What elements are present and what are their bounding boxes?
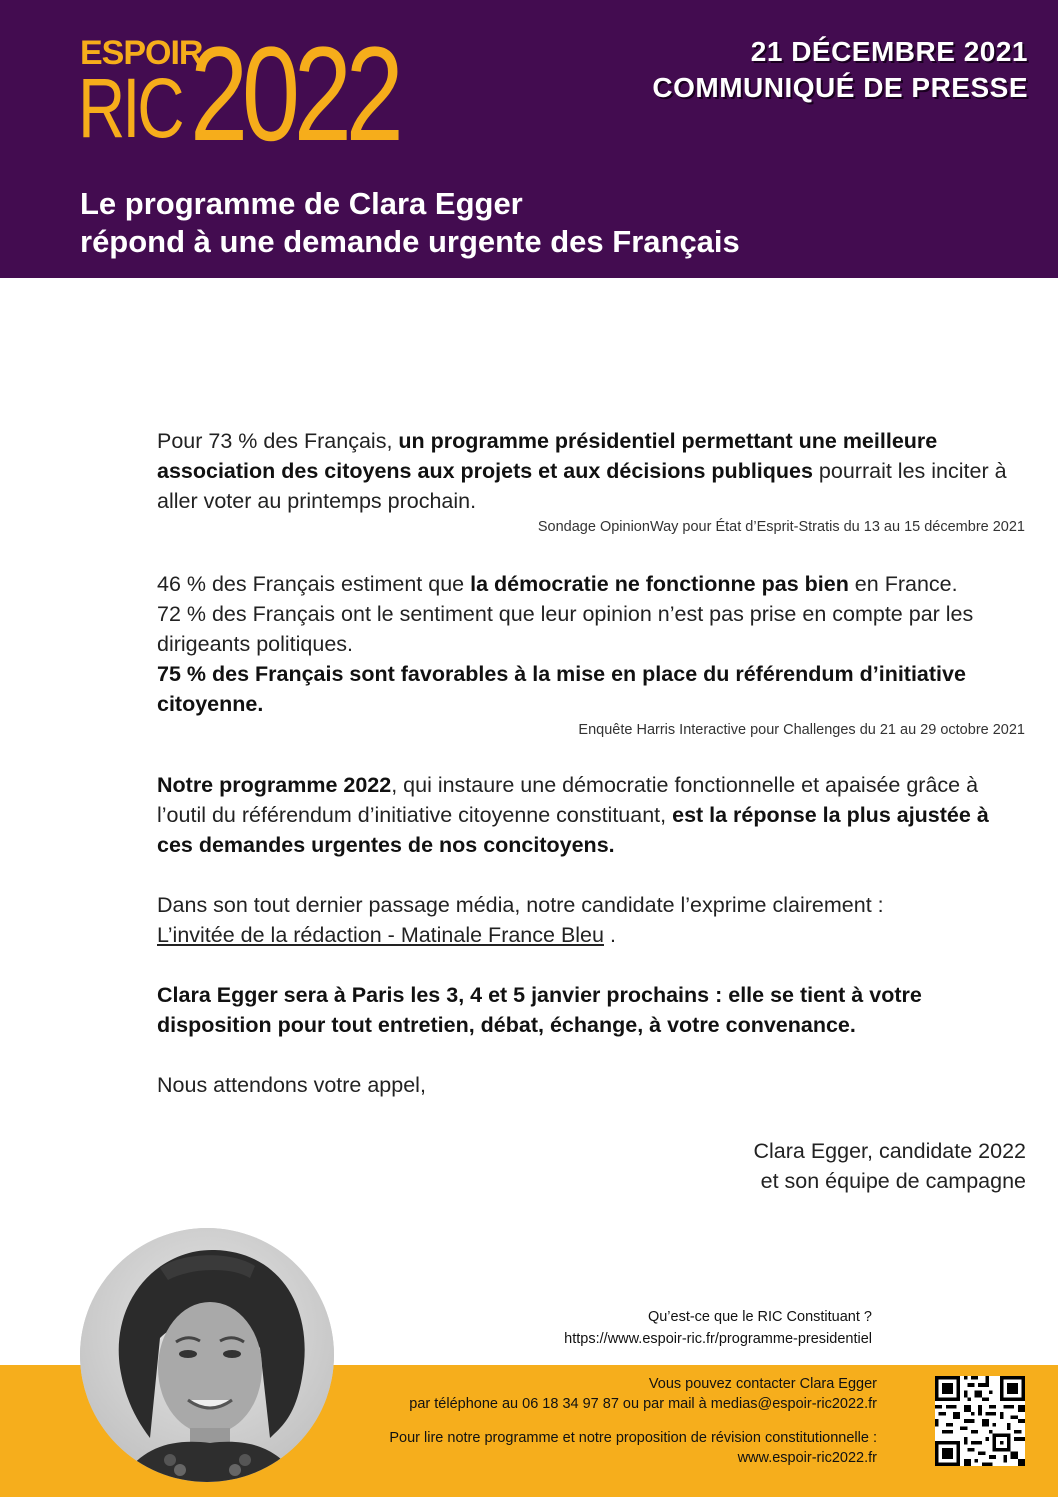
contact-line1: Vous pouvez contacter Clara Egger <box>648 1376 877 1392</box>
qr-code-graphic <box>935 1376 1025 1466</box>
page-title-line2: répond à une demande urgente des Français <box>80 224 740 259</box>
p2-text: 46 % des Français estiment que <box>157 572 471 596</box>
header-band <box>0 0 1058 278</box>
paragraph-2-line3 <box>157 659 1025 719</box>
ric-question: Qu’est-ce que le RIC Constituant ? <box>647 1309 872 1325</box>
source-opinionway: Sondage OpinionWay pour État d’Esprit-Stratis du 13 au 15 décembre 2021 <box>537 519 1025 535</box>
espoir-ric-2022-logo[interactable] <box>78 20 400 169</box>
paragraph-4 <box>157 890 1025 950</box>
page-title-line1: Le programme de Clara Egger <box>80 186 523 221</box>
source-harris: Enquête Harris Interactive pour Challenges du 21 au 29 octobre 2021 <box>578 722 1025 738</box>
paragraph-5 <box>157 980 1025 1040</box>
signature <box>753 1136 1026 1196</box>
press-release-body <box>157 426 1025 1100</box>
p1-text-end: pourrait les inciter à aller voter au printemps prochain. <box>157 459 1007 513</box>
p3-bold-end: est la réponse la plus ajustée à ces demandes urgentes de nos concitoyens. <box>157 803 989 857</box>
qr-code-icon[interactable] <box>935 1376 1025 1466</box>
paragraph-2-line2: 72 % des Français ont le sentiment que leur opinion n’est pas prise en compte par les dirigeants politiques. <box>157 602 974 656</box>
p2-text-end: en France. <box>848 572 958 596</box>
p4-text: Dans son tout dernier passage média, notre candidate l’exprime clairement : <box>157 893 884 917</box>
logo-year-text: 2022 <box>190 20 398 169</box>
p3-text: , qui instaure une démocratie fonctionnelle et apaisée grâce à l’outil du référendum d’initiative citoyenne constituant, <box>157 773 979 827</box>
press-date: 21 DÉCEMBRE 2021 <box>750 36 1028 67</box>
header-meta <box>652 34 1028 106</box>
p1-text: Pour 73 % des Français, <box>157 429 399 453</box>
portrait-photo-icon <box>80 1228 334 1482</box>
contact-block <box>389 1374 877 1468</box>
logo-espoir-text: ESPOIR <box>80 34 203 72</box>
p2-bold-line3: 75 % des Français sont favorables à la mise en place du référendum d’initiative citoyenne. <box>157 662 966 716</box>
candidate-photo <box>80 1228 334 1482</box>
p2-bold: la démocratie ne fonctionne pas bien <box>470 572 849 596</box>
paragraph-2 <box>157 569 1025 599</box>
signature-line1: Clara Egger, candidate 2022 <box>753 1139 1026 1163</box>
program-url[interactable]: www.espoir-ric2022.fr <box>737 1450 877 1466</box>
signature-line2: et son équipe de campagne <box>760 1169 1026 1193</box>
p3-bold-start: Notre programme 2022 <box>157 773 392 797</box>
paragraph-1 <box>157 426 1025 516</box>
page-title <box>80 185 740 261</box>
france-bleu-link[interactable]: L’invitée de la rédaction - Matinale France Bleu <box>157 923 604 947</box>
contact-line2[interactable]: par téléphone au 06 18 34 97 87 ou par mail à medias@espoir-ric2022.fr <box>409 1396 877 1412</box>
p1-bold: un programme présidentiel permettant une meilleure association des citoyens aux projets et aux décisions publiques <box>157 429 938 483</box>
paragraph-6: Nous attendons votre appel, <box>157 1073 426 1097</box>
p5-bold: Clara Egger sera à Paris les 3, 4 et 5 janvier prochains : elle se tient à votre disposition pour tout entretien, débat, échange, à votre convenance. <box>157 983 922 1037</box>
ric-question-url[interactable]: https://www.espoir-ric.fr/programme-presidentiel <box>564 1331 872 1347</box>
logo-ric-text: RIC <box>78 61 182 155</box>
p4-end: . <box>603 923 616 947</box>
ric-question-block <box>564 1306 872 1350</box>
press-release-label: COMMUNIQUÉ DE PRESSE <box>652 72 1028 103</box>
program-line1: Pour lire notre programme et notre proposition de révision constitutionnelle : <box>389 1430 877 1446</box>
paragraph-3 <box>157 770 1025 860</box>
